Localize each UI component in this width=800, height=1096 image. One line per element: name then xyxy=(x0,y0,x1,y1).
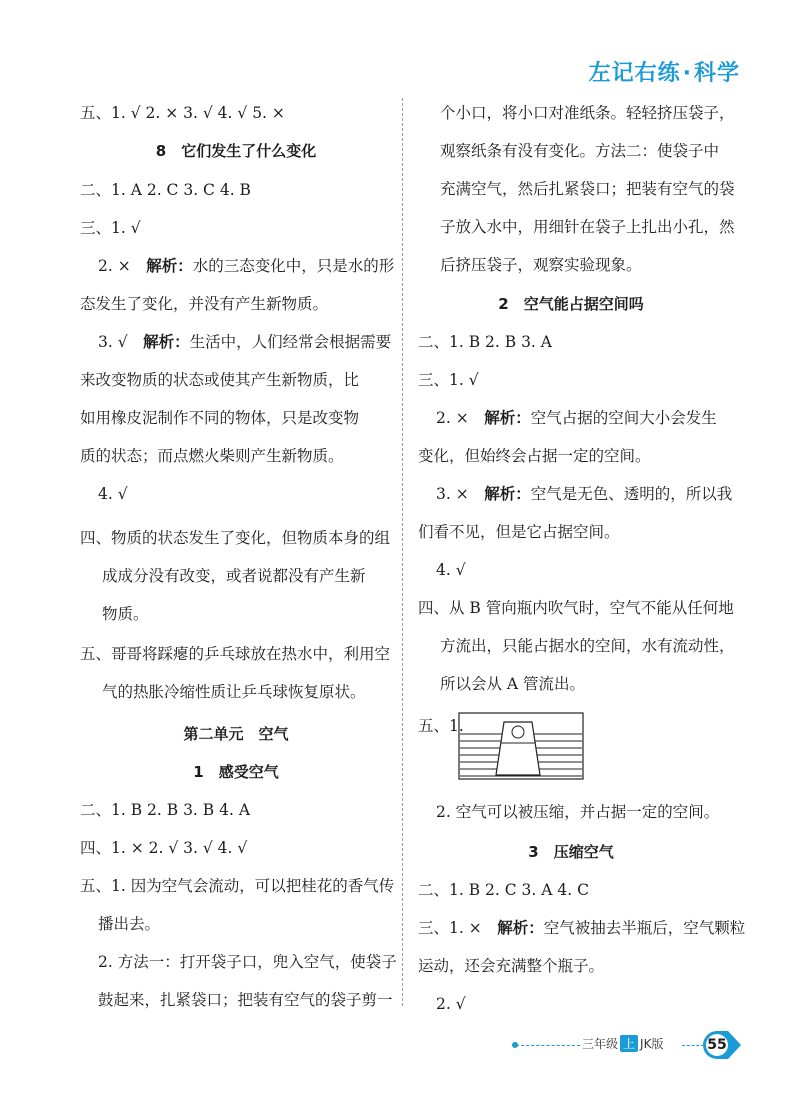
answer-line: 运动，还会充满整个瓶子。 xyxy=(418,957,605,975)
section-title: 2 空气能占据空间吗 xyxy=(498,295,644,313)
answer-line: 二、1. B 2. C 3. A 4. C xyxy=(418,881,589,899)
answer-line: 方流出，只能占据水的空间，水有流动性， xyxy=(440,637,735,655)
brand-title xyxy=(589,56,740,87)
answer-line: 们看不见，但是它占据空间。 xyxy=(418,523,620,541)
answer-line: 2. 方法一：打开袋子口，兜入空气，使袋子 xyxy=(98,953,397,971)
answer-line: 后挤压袋子，观察实验现象。 xyxy=(440,256,642,274)
brand-separator: · xyxy=(682,61,692,86)
column-divider xyxy=(402,98,403,1006)
answer-line: 五、1. 因为空气会流动，可以把桂花的香气传 xyxy=(80,877,395,895)
answer-line: 二、1. B 2. B 3. B 4. A xyxy=(80,801,251,819)
answer-line: 三、1. × 解析：空气被抽去半瓶后，空气颗粒 xyxy=(418,919,746,937)
grade-label: 三年级 xyxy=(582,1037,619,1051)
answer-line: 4. √ xyxy=(98,485,128,503)
subject-label: 科学 xyxy=(693,61,740,86)
answer-line: 变化，但始终会占据一定的空间。 xyxy=(418,447,651,465)
section-title: 第二单元 空气 xyxy=(183,725,289,743)
answer-line: 如用橡皮泥制作不同的物体，只是改变物 xyxy=(80,409,360,427)
answer-line: 四、物质的状态发生了变化，但物质本身的组 xyxy=(80,529,391,547)
answer-line: 质的状态；而点燃火柴则产生新物质。 xyxy=(80,447,344,465)
answer-line: 子放入水中，用细针在袋子上扎出小孔，然 xyxy=(440,218,735,236)
answer-line: 四、1. × 2. √ 3. √ 4. √ xyxy=(80,839,248,857)
volume-badge: 上 xyxy=(620,1035,638,1052)
footer-line-right xyxy=(682,1045,704,1046)
answer-line: 二、1. B 2. B 3. A xyxy=(418,333,552,351)
footer-line-left xyxy=(516,1045,580,1046)
inverted-cup xyxy=(496,722,540,775)
answer-line: 五、1. xyxy=(418,717,464,735)
answer-line: 观察纸条有没有变化。方法二：使袋子中 xyxy=(440,142,720,160)
answer-line: 播出去。 xyxy=(98,915,161,933)
answer-line: 所以会从 A 管流出。 xyxy=(440,675,586,693)
answer-line: 四、从 B 管向瓶内吹气时，空气不能从任何地 xyxy=(418,599,734,617)
brand-name: 左记右练 xyxy=(588,61,681,86)
section-title: 3 压缩空气 xyxy=(528,843,614,861)
section-title: 1 感受空气 xyxy=(193,763,279,781)
answer-line: 二、1. A 2. C 3. C 4. B xyxy=(80,181,251,199)
answer-line: 来改变物质的状态或使其产生新物质，比 xyxy=(80,371,360,389)
section-title: 8 它们发生了什么变化 xyxy=(155,142,317,160)
answer-line: 气的热胀冷缩性质让乒乓球恢复原状。 xyxy=(102,683,366,701)
page-number-badge xyxy=(702,1030,742,1060)
answer-line: 2. × 解析：水的三态变化中，只是水的形 xyxy=(98,257,395,275)
answer-line: 态发生了变化，并没有产生新物质。 xyxy=(80,295,329,313)
answer-line: 三、1. √ xyxy=(80,219,141,237)
answer-line: 4. √ xyxy=(436,561,466,579)
answer-line: 鼓起来，扎紧袋口；把装有空气的袋子剪一 xyxy=(98,991,393,1009)
answer-line: 2. × 解析：空气占据的空间大小会发生 xyxy=(436,409,717,427)
answer-line: 3. √ 解析：生活中，人们经常会根据需要 xyxy=(98,333,392,351)
experiment-diagram xyxy=(458,712,584,780)
answer-line: 五、哥哥将踩瘪的乒乓球放在热水中，利用空 xyxy=(80,645,391,663)
answer-line: 2. √ xyxy=(436,995,466,1013)
answer-line: 3. × 解析：空气是无色、透明的，所以我 xyxy=(436,485,733,503)
answer-line: 五、1. √ 2. × 3. √ 4. √ 5. × xyxy=(80,104,285,122)
answer-line: 成成分没有改变，或者说都没有产生新 xyxy=(102,567,366,585)
edition-label: JK版 xyxy=(640,1037,664,1051)
page-number: 55 xyxy=(707,1037,727,1053)
answer-line: 三、1. √ xyxy=(418,371,479,389)
answer-line: 个小口，将小口对准纸条。轻轻挤压袋子， xyxy=(440,104,735,122)
answer-line: 物质。 xyxy=(102,605,149,623)
answer-line: 2. 空气可以被压缩，并占据一定的空间。 xyxy=(436,803,720,821)
answer-line: 充满空气，然后扎紧袋口；把装有空气的袋 xyxy=(440,180,735,198)
footer-grade-info xyxy=(582,1035,663,1052)
